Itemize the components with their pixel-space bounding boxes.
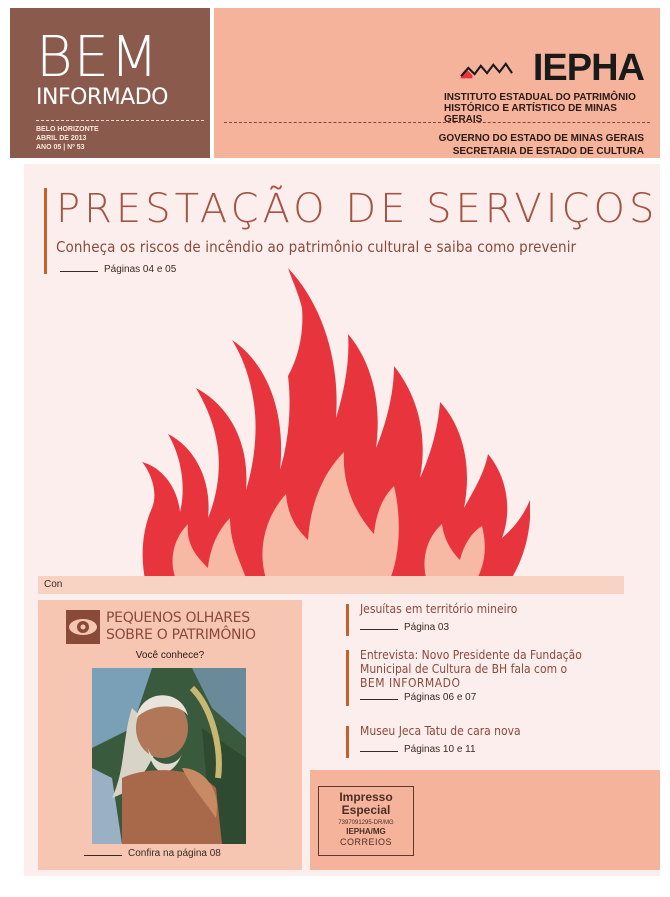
stained-glass-image (92, 668, 246, 844)
stamp-line4: IEPHA/MG (346, 827, 386, 836)
olhares-pages-text: Confira na página 08 (128, 848, 221, 859)
olhares-title (106, 610, 256, 644)
pages-rule (360, 629, 398, 630)
cover-strip: Con (38, 576, 624, 594)
story-pages-ref (360, 622, 449, 634)
government-line2: SECRETARIA DE ESTADO DE CULTURA (452, 146, 644, 157)
government-credit (439, 132, 644, 158)
olhares-box (38, 600, 302, 870)
cover-headline: PRESTAÇÃO DE SERVIÇOS (56, 186, 659, 232)
cover-subhead: Conheça os riscos de incêndio ao patrimônio cultural e saiba como prevenir (56, 238, 577, 256)
story-title-line2: Municipal de Cultura de BH fala com o (360, 662, 568, 676)
stamp-line2: Especial (341, 803, 391, 817)
institution-name-line1: INSTITUTO ESTADUAL DO PATRIMÔNIO (444, 92, 636, 103)
masthead (10, 8, 210, 158)
institution-divider (224, 122, 650, 123)
fire-illustration (138, 268, 530, 584)
masthead-city: BELO HORIZONTE (36, 126, 99, 133)
story-pages-ref (360, 744, 476, 756)
pages-rule (360, 699, 398, 700)
institution-name (444, 92, 644, 125)
masthead-divider (36, 120, 204, 121)
pages-rule (60, 271, 98, 272)
masthead-issue: ANO 05 | Nº 53 (36, 144, 85, 151)
eye-icon (66, 610, 100, 644)
story-pages-text: Página 03 (404, 622, 450, 633)
story-pages-text: Páginas 10 e 11 (404, 744, 476, 755)
story-title-line1: Entrevista: Novo Presidente da Fundação (360, 648, 582, 662)
headline-accent-bar (44, 188, 47, 274)
story-accent-bar (346, 726, 349, 758)
government-line1: GOVERNO DO ESTADO DE MINAS GERAIS (438, 133, 644, 144)
pages-rule (360, 751, 398, 752)
stamp-line5: CORREIOS (339, 837, 392, 847)
masthead-title: BEM (36, 25, 160, 90)
olhares-title-line2: SOBRE O PATRIMÔNIO (106, 627, 256, 643)
masthead-subtitle: INFORMADO (36, 85, 168, 110)
stamp-line3: 7397091295-DR/MG (338, 820, 394, 826)
story-museu (346, 724, 646, 760)
masthead-meta (36, 125, 99, 152)
postal-stamp (318, 786, 414, 856)
story-jesuitas (346, 602, 646, 638)
story-title-line3: BEM INFORMADO (360, 676, 461, 690)
olhares-title-line1: PEQUENOS OLHARES (106, 610, 250, 626)
olhares-question: Você conhece? (135, 650, 205, 661)
story-accent-bar (346, 604, 349, 636)
olhares-pages-ref (84, 848, 221, 860)
story-pages-ref (360, 692, 476, 704)
institution-header (214, 8, 660, 158)
story-title: Jesuítas em território mineiro (360, 602, 518, 616)
cover-pages-text: Páginas 04 e 05 (104, 264, 177, 275)
institution-name-line2: HISTÓRICO E ARTÍSTICO DE MINAS GERAIS (444, 103, 617, 125)
masthead-date: ABRIL DE 2013 (36, 135, 87, 142)
pages-rule (84, 855, 122, 856)
story-entrevista (346, 648, 646, 708)
iepha-logo-text: IEPHA (532, 47, 644, 89)
story-accent-bar (346, 650, 349, 706)
stamp-line1: Impresso (339, 790, 393, 804)
story-pages-text: Páginas 06 e 07 (404, 692, 477, 703)
story-title (360, 648, 582, 690)
story-title: Museu Jeca Tatu de cara nova (360, 724, 521, 738)
